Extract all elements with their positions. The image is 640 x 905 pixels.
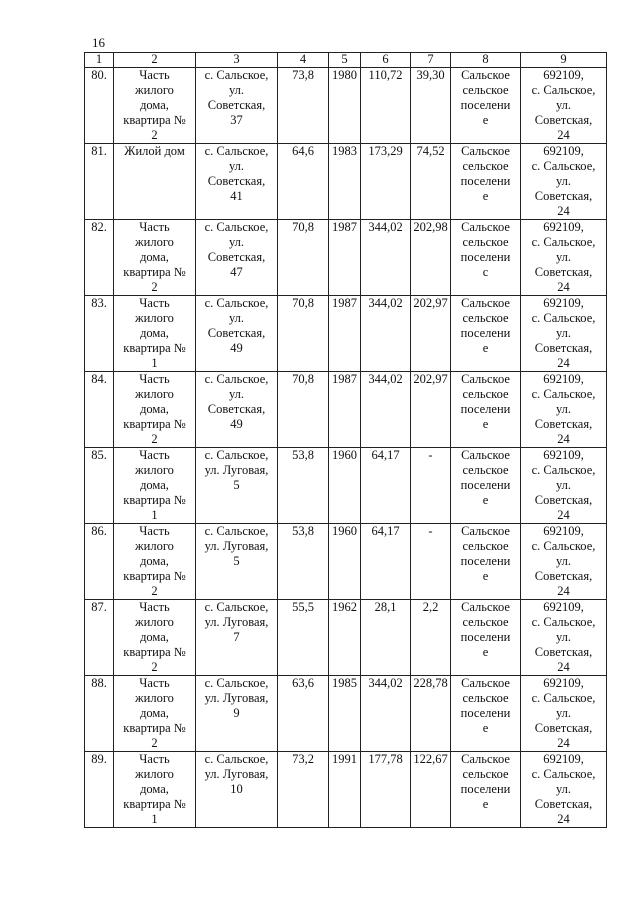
- owner-address-cell: [521, 68, 607, 144]
- owner-address-cell-text: 692109, с. Сальское, ул. Советская, 24: [531, 600, 596, 674]
- address-cell-text: с. Сальское, ул. Советская, 49: [204, 296, 269, 355]
- owner-address-cell: [521, 220, 607, 296]
- owner-address-cell: [521, 144, 607, 220]
- owner-address-cell-text: 692109, с. Сальское, ул. Советская, 24: [531, 524, 596, 598]
- row-number-cell-text: 83.: [91, 296, 107, 310]
- cost-cell: [361, 752, 411, 828]
- object-name-cell-text: Часть жилого дома, квартира № 2: [123, 220, 186, 294]
- area-cell-text: 64,6: [292, 144, 314, 158]
- residual-value-cell: [411, 524, 451, 600]
- cost-cell-text: 344,02: [368, 676, 403, 690]
- cost-cell-text: 64,17: [371, 448, 400, 462]
- row-number-cell: [85, 68, 114, 144]
- object-name-cell: [114, 372, 196, 448]
- area-cell: [278, 752, 329, 828]
- column-header: 8: [451, 53, 521, 68]
- column-header: 6: [361, 53, 411, 68]
- row-number-cell-text: 88.: [91, 676, 107, 690]
- area-cell: [278, 372, 329, 448]
- object-name-cell: [114, 524, 196, 600]
- column-header: 7: [411, 53, 451, 68]
- settlement-cell: [451, 676, 521, 752]
- object-name-cell: [114, 448, 196, 524]
- row-number-cell: [85, 752, 114, 828]
- settlement-cell: [451, 600, 521, 676]
- area-cell: [278, 448, 329, 524]
- object-name-cell: [114, 144, 196, 220]
- row-number-cell-text: 84.: [91, 372, 107, 386]
- residual-value-cell-text: -: [428, 448, 433, 462]
- cost-cell-text: 28,1: [374, 600, 397, 614]
- address-cell: [196, 372, 278, 448]
- area-cell-text: 63,6: [292, 676, 314, 690]
- area-cell: [278, 220, 329, 296]
- settlement-cell-text: Сальское сельское поселени е: [460, 524, 511, 583]
- year-cell-text: 1985: [332, 676, 357, 690]
- object-name-cell: [114, 752, 196, 828]
- address-cell-text: с. Сальское, ул. Советская, 37: [204, 68, 269, 127]
- table-row: [85, 144, 607, 220]
- settlement-cell: [451, 524, 521, 600]
- area-cell-text: 55,5: [292, 600, 314, 614]
- cost-cell: [361, 220, 411, 296]
- address-cell-text: с. Сальское, ул. Луговая, 5: [204, 448, 269, 492]
- cost-cell: [361, 296, 411, 372]
- row-number-cell: [85, 144, 114, 220]
- area-cell: [278, 144, 329, 220]
- table-row: [85, 68, 607, 144]
- address-cell-text: с. Сальское, ул. Луговая, 7: [204, 600, 269, 644]
- address-cell: [196, 524, 278, 600]
- row-number-cell-text: 86.: [91, 524, 107, 538]
- area-cell-text: 70,8: [292, 296, 314, 310]
- column-header: 3: [196, 53, 278, 68]
- object-name-cell-text: Часть жилого дома, квартира № 2: [123, 372, 186, 446]
- address-cell-text: с. Сальское, ул. Советская, 49: [204, 372, 269, 431]
- area-cell-text: 53,8: [292, 448, 314, 462]
- owner-address-cell: [521, 600, 607, 676]
- year-cell-text: 1987: [332, 220, 357, 234]
- table-row: [85, 296, 607, 372]
- address-cell-text: с. Сальское, ул. Советская, 41: [204, 144, 269, 203]
- object-name-cell: [114, 600, 196, 676]
- settlement-cell-text: Сальское сельское поселени е: [460, 752, 511, 811]
- year-cell-text: 1983: [332, 144, 357, 158]
- year-cell-text: 1960: [332, 448, 357, 462]
- cost-cell: [361, 676, 411, 752]
- row-number-cell-text: 89.: [91, 752, 107, 766]
- cost-cell-text: 110,72: [368, 68, 403, 82]
- residual-value-cell-text: 2,2: [422, 600, 439, 614]
- object-name-cell-text: Часть жилого дома, квартира № 2: [123, 524, 186, 598]
- address-cell: [196, 296, 278, 372]
- table-row: [85, 752, 607, 828]
- year-cell: [329, 296, 361, 372]
- year-cell-text: 1987: [332, 296, 357, 310]
- table-row: [85, 220, 607, 296]
- settlement-cell-text: Сальское сельское поселени е: [460, 600, 511, 659]
- cost-cell-text: 173,29: [368, 144, 403, 158]
- object-name-cell-text: Часть жилого дома, квартира № 1: [123, 448, 186, 522]
- row-number-cell-text: 85.: [91, 448, 107, 462]
- cost-cell-text: 177,78: [368, 752, 403, 766]
- property-registry-table: [84, 52, 607, 828]
- settlement-cell-text: Сальское сельское поселени е: [460, 676, 511, 735]
- cost-cell-text: 344,02: [368, 220, 403, 234]
- year-cell: [329, 524, 361, 600]
- owner-address-cell-text: 692109, с. Сальское, ул. Советская, 24: [531, 448, 596, 522]
- owner-address-cell: [521, 372, 607, 448]
- residual-value-cell-text: 122,67: [413, 752, 448, 766]
- residual-value-cell-text: -: [428, 524, 433, 538]
- cost-cell: [361, 144, 411, 220]
- address-cell-text: с. Сальское, ул. Луговая, 5: [204, 524, 269, 568]
- row-number-cell-text: 80.: [91, 68, 107, 82]
- year-cell-text: 1962: [332, 600, 357, 614]
- address-cell: [196, 600, 278, 676]
- year-cell: [329, 752, 361, 828]
- area-cell-text: 53,8: [292, 524, 314, 538]
- year-cell: [329, 144, 361, 220]
- owner-address-cell-text: 692109, с. Сальское, ул. Советская, 24: [531, 220, 596, 294]
- year-cell-text: 1980: [332, 68, 357, 82]
- residual-value-cell: [411, 676, 451, 752]
- column-number-row: [85, 53, 607, 68]
- column-header: 5: [329, 53, 361, 68]
- owner-address-cell: [521, 676, 607, 752]
- year-cell: [329, 676, 361, 752]
- column-header: 9: [521, 53, 607, 68]
- residual-value-cell: [411, 220, 451, 296]
- area-cell-text: 73,2: [292, 752, 314, 766]
- residual-value-cell: [411, 144, 451, 220]
- row-number-cell: [85, 600, 114, 676]
- table-row: [85, 600, 607, 676]
- object-name-cell-text: Жилой дом: [124, 144, 185, 158]
- row-number-cell: [85, 524, 114, 600]
- area-cell: [278, 68, 329, 144]
- settlement-cell: [451, 448, 521, 524]
- row-number-cell-text: 87.: [91, 600, 107, 614]
- cost-cell-text: 344,02: [368, 296, 403, 310]
- address-cell-text: с. Сальское, ул. Луговая, 10: [204, 752, 269, 796]
- residual-value-cell-text: 74,52: [416, 144, 445, 158]
- cost-cell-text: 64,17: [371, 524, 400, 538]
- object-name-cell: [114, 220, 196, 296]
- residual-value-cell: [411, 372, 451, 448]
- settlement-cell-text: Сальское сельское поселени е: [460, 68, 511, 127]
- settlement-cell: [451, 220, 521, 296]
- owner-address-cell: [521, 448, 607, 524]
- owner-address-cell-text: 692109, с. Сальское, ул. Советская, 24: [531, 752, 596, 826]
- settlement-cell-text: Сальское сельское поселени е: [460, 372, 511, 431]
- cost-cell-text: 344,02: [368, 372, 403, 386]
- owner-address-cell-text: 692109, с. Сальское, ул. Советская, 24: [531, 144, 596, 218]
- year-cell: [329, 68, 361, 144]
- area-cell: [278, 524, 329, 600]
- owner-address-cell-text: 692109, с. Сальское, ул. Советская, 24: [531, 68, 596, 142]
- object-name-cell-text: Часть жилого дома, квартира № 2: [123, 676, 186, 750]
- year-cell: [329, 372, 361, 448]
- settlement-cell-text: Сальское сельское поселени е: [460, 296, 511, 355]
- column-header: 1: [85, 53, 114, 68]
- page-number: 16: [92, 35, 105, 50]
- object-name-cell: [114, 296, 196, 372]
- address-cell: [196, 676, 278, 752]
- area-cell-text: 70,8: [292, 220, 314, 234]
- owner-address-cell-text: 692109, с. Сальское, ул. Советская, 24: [531, 676, 596, 750]
- year-cell-text: 1991: [332, 752, 357, 766]
- object-name-cell-text: Часть жилого дома, квартира № 1: [123, 296, 186, 370]
- settlement-cell: [451, 144, 521, 220]
- year-cell-text: 1960: [332, 524, 357, 538]
- cost-cell: [361, 600, 411, 676]
- residual-value-cell: [411, 600, 451, 676]
- residual-value-cell-text: 202,97: [413, 296, 448, 310]
- residual-value-cell-text: 39,30: [416, 68, 445, 82]
- table-row: [85, 676, 607, 752]
- year-cell: [329, 220, 361, 296]
- residual-value-cell: [411, 68, 451, 144]
- area-cell-text: 73,8: [292, 68, 314, 82]
- residual-value-cell-text: 202,98: [413, 220, 448, 234]
- table-row: [85, 448, 607, 524]
- owner-address-cell: [521, 296, 607, 372]
- year-cell: [329, 600, 361, 676]
- area-cell: [278, 676, 329, 752]
- address-cell: [196, 68, 278, 144]
- address-cell: [196, 144, 278, 220]
- residual-value-cell-text: 228,78: [413, 676, 448, 690]
- object-name-cell-text: Часть жилого дома, квартира № 2: [123, 68, 186, 142]
- object-name-cell: [114, 68, 196, 144]
- row-number-cell: [85, 448, 114, 524]
- area-cell: [278, 296, 329, 372]
- settlement-cell: [451, 68, 521, 144]
- row-number-cell: [85, 296, 114, 372]
- row-number-cell: [85, 220, 114, 296]
- address-cell: [196, 448, 278, 524]
- address-cell: [196, 220, 278, 296]
- area-cell-text: 70,8: [292, 372, 314, 386]
- settlement-cell: [451, 296, 521, 372]
- residual-value-cell: [411, 752, 451, 828]
- settlement-cell-text: Сальское сельское поселени с: [460, 220, 511, 279]
- cost-cell: [361, 524, 411, 600]
- column-header: 4: [278, 53, 329, 68]
- row-number-cell: [85, 372, 114, 448]
- residual-value-cell-text: 202,97: [413, 372, 448, 386]
- cost-cell: [361, 448, 411, 524]
- object-name-cell-text: Часть жилого дома, квартира № 1: [123, 752, 186, 826]
- row-number-cell-text: 81.: [91, 144, 107, 158]
- settlement-cell-text: Сальское сельское поселени е: [460, 144, 511, 203]
- column-header: 2: [114, 53, 196, 68]
- cost-cell: [361, 372, 411, 448]
- address-cell: [196, 752, 278, 828]
- object-name-cell: [114, 676, 196, 752]
- table-row: [85, 524, 607, 600]
- address-cell-text: с. Сальское, ул. Луговая, 9: [204, 676, 269, 720]
- settlement-cell: [451, 372, 521, 448]
- area-cell: [278, 600, 329, 676]
- owner-address-cell-text: 692109, с. Сальское, ул. Советская, 24: [531, 296, 596, 370]
- year-cell: [329, 448, 361, 524]
- owner-address-cell: [521, 752, 607, 828]
- settlement-cell-text: Сальское сельское поселени е: [460, 448, 511, 507]
- residual-value-cell: [411, 448, 451, 524]
- address-cell-text: с. Сальское, ул. Советская, 47: [204, 220, 269, 279]
- row-number-cell: [85, 676, 114, 752]
- residual-value-cell: [411, 296, 451, 372]
- settlement-cell: [451, 752, 521, 828]
- cost-cell: [361, 68, 411, 144]
- owner-address-cell: [521, 524, 607, 600]
- row-number-cell-text: 82.: [91, 220, 107, 234]
- object-name-cell-text: Часть жилого дома, квартира № 2: [123, 600, 186, 674]
- table-row: [85, 372, 607, 448]
- owner-address-cell-text: 692109, с. Сальское, ул. Советская, 24: [531, 372, 596, 446]
- year-cell-text: 1987: [332, 372, 357, 386]
